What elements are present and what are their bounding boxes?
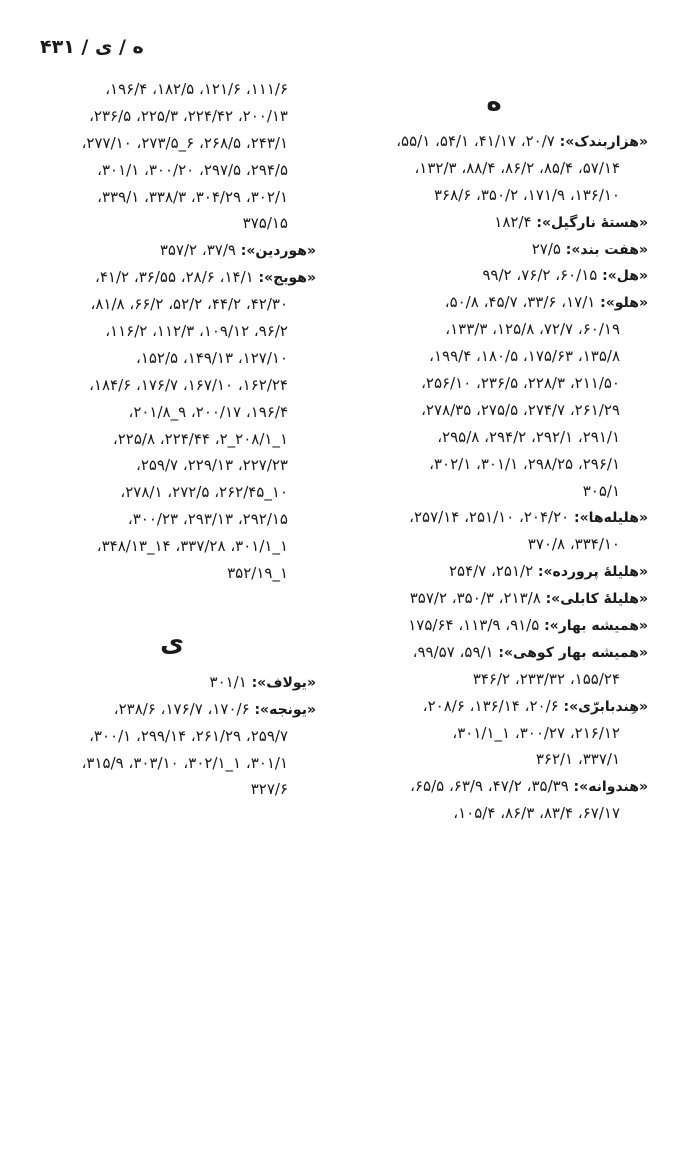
entry-continuation-line xyxy=(36,452,316,479)
entry-term: «هفت بند»: xyxy=(565,241,648,258)
entry-first-line xyxy=(36,237,316,264)
entry-references: ۳۷/۹، ۳۵۷/۲ xyxy=(159,241,236,260)
entry-term: «هل»: xyxy=(602,268,648,285)
entry-first-line xyxy=(348,209,648,236)
entry-references: ۳۵/۳۹، ۴۷/۲، ۶۳/۹، ۶۵/۵، xyxy=(410,777,569,796)
entry-references: ۲۹۱/۱، ۲۹۲/۱، ۲۹۴/۲، ۲۹۵/۸، xyxy=(437,427,620,446)
index-entry xyxy=(348,558,648,585)
entry-references: ۳۰۱/۱ xyxy=(209,672,247,691)
entry-continuation-line xyxy=(36,426,316,453)
entry-references: ۹۶/۲، ۱۰۹/۱۲، ۱۱۲/۳، ۱۱۶/۲، xyxy=(105,322,288,341)
entry-references: ۱_۲۰۸/۱_۲، ۲۲۴/۴۴، ۲۲۵/۸، xyxy=(112,429,288,448)
page-header: ه / ی / ۴۳۱ xyxy=(40,36,144,58)
entry-first-line xyxy=(348,773,648,800)
entry-references: ۱۲۷/۱۰، ۱۴۹/۱۳، ۱۵۲/۵، xyxy=(135,348,288,367)
continuation-line: ۲۴۳/۱، ۲۶۸/۵، ۶_۲۷۳/۵، ۲۷۷/۱۰، xyxy=(81,133,288,152)
entry-references: ۵۹/۱، ۹۹/۵۷، xyxy=(412,642,494,661)
entry-first-line xyxy=(348,128,648,155)
entry-references: ۲۰/۶، ۱۳۶/۱۴، ۲۰۸/۶، xyxy=(422,696,559,715)
entry-references: ۲۱۳/۸، ۳۵۰/۳، ۳۵۷/۲ xyxy=(409,589,541,608)
entry-continuation-line xyxy=(348,531,648,558)
entry-references: ۱۴/۱، ۲۸/۶، ۳۶/۵۵، ۴۱/۲، xyxy=(95,268,254,287)
entry-references: ۱۶۲/۲۴، ۱۶۷/۱۰، ۱۷۶/۷، ۱۸۴/۶، xyxy=(89,375,288,394)
entry-term: «هلیلهٔ کابلی»: xyxy=(545,591,648,608)
entry-references: ۶۷/۱۷، ۸۳/۴، ۸۶/۳، ۱۰۵/۴، xyxy=(453,804,620,823)
entry-continuation-line xyxy=(348,397,648,424)
entry-references: ۲۵۱/۲، ۲۵۴/۷ xyxy=(448,562,534,581)
entry-continuation-line xyxy=(36,750,316,777)
entry-references: ۱۳۶/۱۰، ۱۷۱/۹، ۳۵۰/۲، ۳۶۸/۶ xyxy=(433,185,620,204)
index-entry xyxy=(348,289,648,504)
entry-continuation-line xyxy=(36,291,316,318)
entry-references: ۳۳۷/۱، ۳۶۲/۱ xyxy=(535,750,620,769)
entry-first-line xyxy=(348,639,648,666)
entry-first-line xyxy=(36,696,316,723)
entry-continuation-line xyxy=(348,746,648,773)
entry-list-ye xyxy=(36,669,316,803)
entry-term: «یولاف»: xyxy=(251,674,316,691)
entry-continuation-line xyxy=(348,666,648,693)
continuation-line: ۱۱۱/۶، ۱۲۱/۶، ۱۸۲/۵، ۱۹۶/۴، xyxy=(105,80,288,98)
section-heading-he: ه xyxy=(486,87,502,117)
entry-first-line xyxy=(348,504,648,531)
entry-references: ۱۸۲/۴ xyxy=(494,212,532,231)
entry-first-line xyxy=(348,693,648,720)
entry-references: ۲۹۶/۱، ۲۹۸/۲۵، ۳۰۱/۱، ۳۰۲/۱، xyxy=(429,454,620,473)
entry-term: «هویج»: xyxy=(258,270,316,287)
entry-continuation-line xyxy=(36,345,316,372)
entry-references: ۳۰۵/۱ xyxy=(582,481,620,500)
entry-references: ۲۷/۵ xyxy=(531,239,561,258)
entry-continuation-line xyxy=(36,318,316,345)
entry-references: ۲۱۶/۱۲، ۳۰۰/۲۷، ۱_۳۰۱/۱، xyxy=(452,723,620,742)
continuation-line: ۲۰۰/۱۳، ۲۲۴/۴۲، ۲۲۵/۳، ۲۳۶/۵، xyxy=(89,106,288,125)
entry-term: «هلیله‌ها»: xyxy=(574,510,648,527)
entry-references: ۹۱/۵، ۱۱۳/۹، ۱۷۵/۶۴ xyxy=(408,616,540,635)
entry-term: «هلیلهٔ پرورده»: xyxy=(537,564,648,581)
entry-references: ۳۳۴/۱۰، ۳۷۰/۸ xyxy=(527,535,620,554)
entry-term: «همیشه بهار کوهی»: xyxy=(498,644,648,661)
entry-first-line xyxy=(348,236,648,263)
entry-continuation-line xyxy=(36,479,316,506)
entry-references: ۱۷/۱، ۳۳/۶، ۴۵/۷، ۵۰/۸، xyxy=(444,293,596,312)
index-entry xyxy=(348,504,648,558)
entry-references: ۶۰/۱۹، ۷۲/۷، ۱۲۵/۸، ۱۳۳/۳، xyxy=(445,320,620,339)
entry-references: ۱۳۵/۸، ۱۷۵/۶۳، ۱۸۰/۵، ۱۹۹/۴، xyxy=(429,347,620,366)
entry-continuation-line xyxy=(36,776,316,803)
entry-references: ۵۷/۱۴، ۸۵/۴، ۸۶/۲، ۸۸/۴، ۱۳۲/۳، xyxy=(414,158,620,177)
entry-first-line xyxy=(348,585,648,612)
entry-first-line xyxy=(348,289,648,316)
entry-term: «هوردین»: xyxy=(240,243,316,260)
entry-references: ۲۰/۷، ۴۱/۱۷، ۵۴/۱، ۵۵/۱، xyxy=(396,132,555,150)
index-entry xyxy=(348,262,648,289)
entry-references: ۱_۳۵۲/۱۹ xyxy=(227,564,288,583)
entry-continuation-line xyxy=(36,533,316,560)
entry-references: ۱۰_۲۶۲/۴۵، ۲۷۲/۵، ۲۷۸/۱، xyxy=(120,483,288,502)
entry-term: «هلو»: xyxy=(600,295,648,312)
entry-continuation-line xyxy=(348,370,648,397)
entry-list-he xyxy=(348,128,648,827)
entry-term: «یونجه»: xyxy=(254,701,316,718)
entry-references: ۲۹۲/۱۵، ۲۹۳/۱۳، ۳۰۰/۲۳، xyxy=(127,510,288,529)
index-entry xyxy=(348,693,648,774)
entry-first-line xyxy=(36,264,316,291)
entry-references: ۳۰۱/۱، ۱_۳۰۲/۱، ۳۰۳/۱۰، ۳۱۵/۹، xyxy=(81,753,288,772)
entry-continuation-line xyxy=(36,399,316,426)
entry-references: ۶۰/۱۵، ۷۶/۲، ۹۹/۲ xyxy=(482,266,598,285)
continuation-line: ۳۰۲/۱، ۳۰۴/۲۹، ۳۳۸/۳، ۳۳۹/۱، xyxy=(97,187,288,206)
entry-term: «هِندبابرّی»: xyxy=(563,698,648,715)
entry-references: ۲۱۱/۵۰، ۲۲۸/۳، ۲۳۶/۵، ۲۵۶/۱۰، xyxy=(421,374,620,393)
index-entry xyxy=(348,128,648,209)
entry-references: ۱۹۶/۴، ۲۰۰/۱۷، ۹_۲۰۱/۸، xyxy=(128,402,288,421)
index-entry xyxy=(348,585,648,612)
continuation-line: ۳۷۵/۱۵ xyxy=(242,214,288,233)
continuation-line: ۲۹۴/۵، ۲۹۷/۵، ۳۰۰/۲۰، ۳۰۱/۱، xyxy=(97,160,288,179)
entry-references: ۲۲۷/۲۳، ۲۲۹/۱۳، ۲۵۹/۷، xyxy=(135,456,288,475)
entry-first-line xyxy=(36,669,316,696)
index-entry xyxy=(36,264,316,587)
index-entry xyxy=(348,209,648,236)
entry-continuation-line xyxy=(348,800,648,827)
index-entry xyxy=(348,639,648,693)
entry-references: ۲۰۴/۲۰، ۲۵۱/۱۰، ۲۵۷/۱۴، xyxy=(409,508,570,527)
right-column xyxy=(348,76,648,827)
entry-first-line xyxy=(348,612,648,639)
entry-references: ۴۲/۳۰، ۴۴/۲، ۵۲/۲، ۶۶/۲، ۸۱/۸، xyxy=(90,295,288,314)
entry-continuation-line xyxy=(348,478,648,505)
continuation-lines xyxy=(36,76,316,237)
entry-term: «هزاربندک»: xyxy=(559,134,648,150)
left-column xyxy=(36,76,316,803)
entry-continuation-line xyxy=(36,506,316,533)
entry-references: ۱_۳۰۱/۱، ۳۳۷/۲۸، ۱۴_۳۴۸/۱۳، xyxy=(96,537,288,556)
entry-continuation-line xyxy=(348,720,648,747)
index-entry xyxy=(36,696,316,804)
entry-continuation-line xyxy=(36,723,316,750)
index-entry xyxy=(348,236,648,263)
entry-term: «هستهٔ نارگیل»: xyxy=(536,214,648,231)
entry-references: ۲۶۱/۲۹، ۲۷۴/۷، ۲۷۵/۵، ۲۷۸/۳۵، xyxy=(421,400,620,419)
entry-term: «هندوانه»: xyxy=(573,779,648,796)
entry-list-he-left xyxy=(36,237,316,587)
entry-references: ۲۵۹/۷، ۲۶۱/۲۹، ۲۹۹/۱۴، ۳۰۰/۱، xyxy=(89,726,288,745)
entry-references: ۱۷۰/۶، ۱۷۶/۷، ۲۳۸/۶، xyxy=(113,699,250,718)
entry-continuation-line xyxy=(36,560,316,587)
index-entry xyxy=(348,612,648,639)
entry-continuation-line xyxy=(36,372,316,399)
entry-continuation-line xyxy=(348,155,648,182)
entry-references: ۱۵۵/۲۴، ۲۳۳/۳۲، ۳۴۶/۲ xyxy=(472,669,620,688)
index-entry xyxy=(348,773,648,827)
entry-continuation-line xyxy=(348,451,648,478)
section-heading-ye: ی xyxy=(160,627,184,658)
entry-term: «همیشه بهار»: xyxy=(544,618,648,635)
entry-continuation-line xyxy=(348,424,648,451)
index-entry xyxy=(36,237,316,264)
entry-references: ۳۲۷/۶ xyxy=(250,780,288,799)
index-entry xyxy=(36,669,316,696)
entry-first-line xyxy=(348,262,648,289)
entry-continuation-line xyxy=(348,182,648,209)
entry-continuation-line xyxy=(348,316,648,343)
entry-first-line xyxy=(348,558,648,585)
entry-continuation-line xyxy=(348,343,648,370)
